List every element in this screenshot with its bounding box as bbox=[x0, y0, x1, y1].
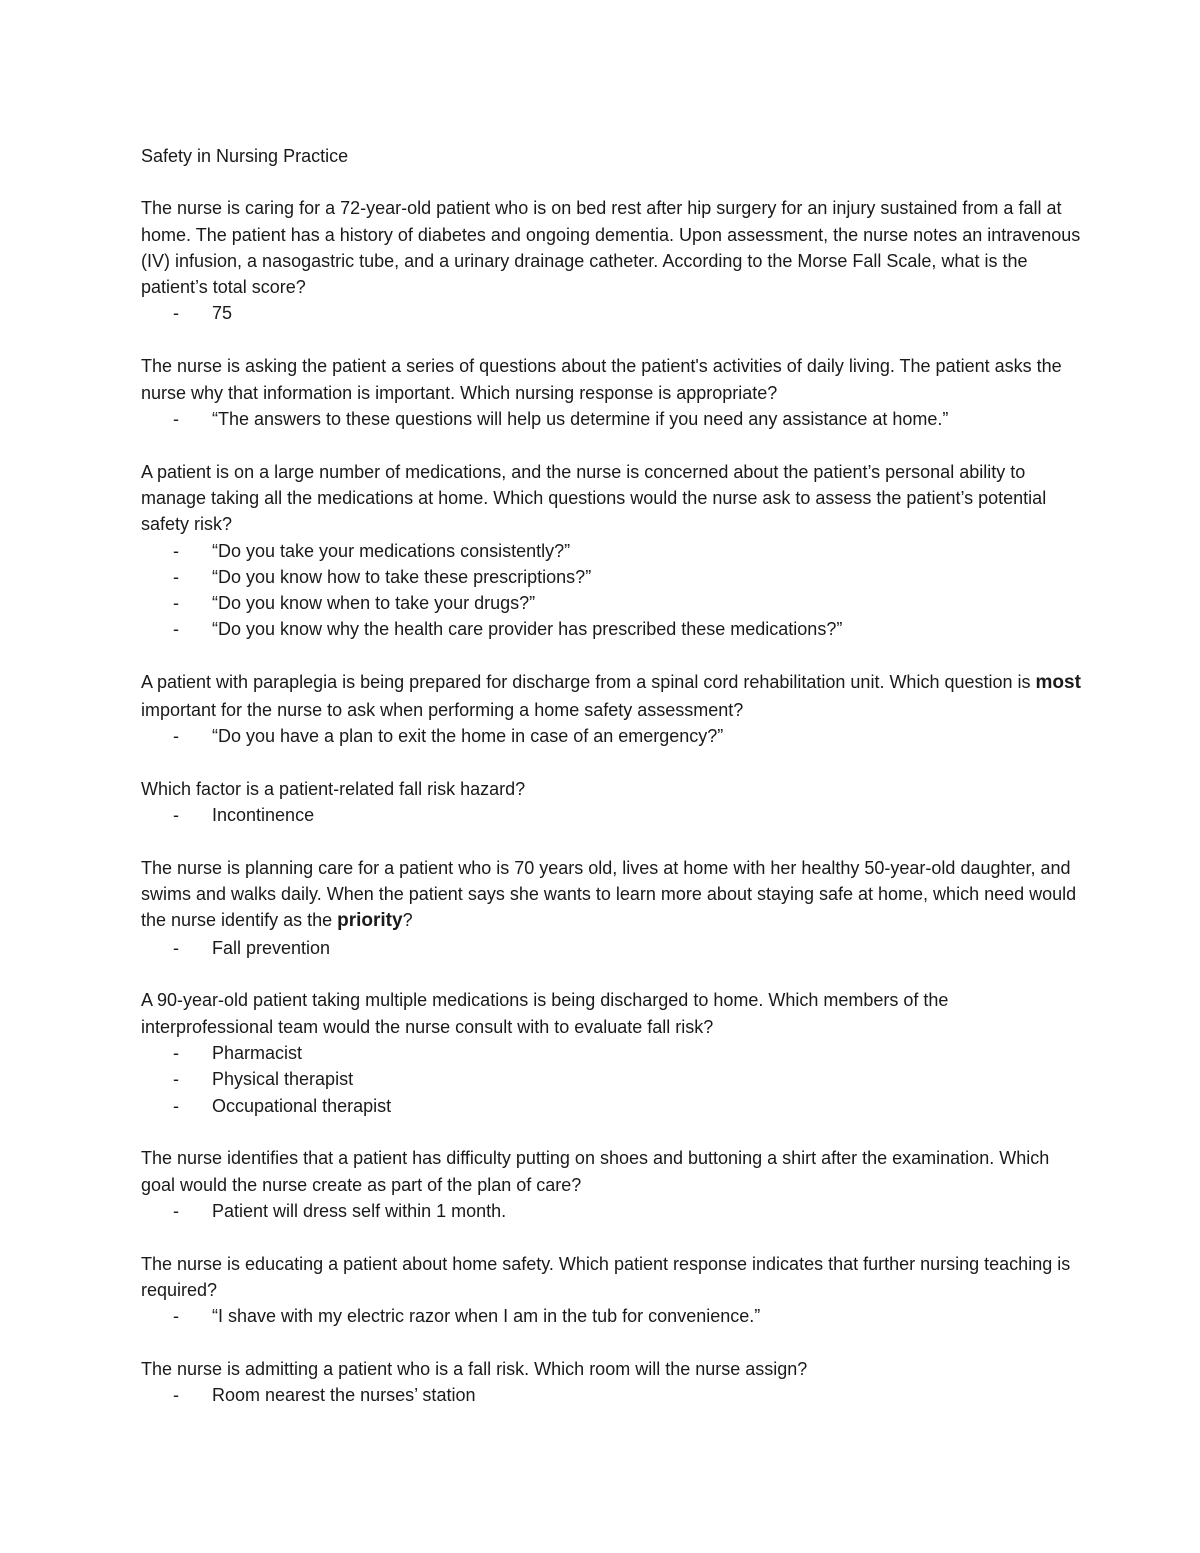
bullet-dash: - bbox=[173, 937, 179, 958]
answer-text: Occupational therapist bbox=[212, 1095, 392, 1116]
question-segment: The nurse is planning care for a patient who is 70 years old, lives at home with her healthy 50-year-old daughter, and swims and walks daily. When the patient says she wants to learn more about staying safe at home, which need would the nurse identify as the bbox=[141, 857, 1077, 931]
answer-list bbox=[141, 1382, 1081, 1408]
question-text bbox=[141, 855, 1081, 935]
bullet-dash: - bbox=[173, 619, 179, 640]
answer-item bbox=[141, 300, 1081, 326]
bullet-dash: - bbox=[173, 408, 179, 429]
answer-item bbox=[141, 1093, 1081, 1119]
answer-list bbox=[141, 1198, 1081, 1224]
answer-item bbox=[141, 935, 1081, 961]
answer-list bbox=[141, 1040, 1081, 1119]
emphasized-word: most bbox=[1035, 672, 1081, 694]
bullet-dash: - bbox=[173, 303, 179, 324]
answer-item bbox=[141, 723, 1081, 749]
answer-text: 75 bbox=[212, 303, 233, 324]
question-segment: The nurse identifies that a patient has difficulty putting on shoes and buttoning a shirt after the examination. Which goal would the nurse create as part of the plan of care? bbox=[141, 1148, 1050, 1195]
bullet-dash: - bbox=[173, 1069, 179, 1090]
answer-item bbox=[141, 590, 1081, 616]
answer-text: Fall prevention bbox=[212, 937, 331, 958]
answer-item bbox=[141, 1040, 1081, 1066]
question-segment: A patient is on a large number of medications, and the nurse is concerned about the patient’s personal ability to manage taking all the medications at home. Which questions would the nurse ask to assess the patient’s potential safety risk? bbox=[141, 461, 1047, 535]
answer-list bbox=[141, 538, 1081, 643]
question-block bbox=[141, 353, 1081, 432]
bullet-dash: - bbox=[173, 1043, 179, 1064]
bullet-dash: - bbox=[173, 593, 179, 614]
answer-item bbox=[141, 1198, 1081, 1224]
question-block bbox=[141, 1356, 1081, 1409]
answer-text: Pharmacist bbox=[212, 1043, 303, 1064]
bullet-dash: - bbox=[173, 1385, 179, 1406]
question-block bbox=[141, 987, 1081, 1118]
bullet-dash: - bbox=[173, 1306, 179, 1327]
question-text bbox=[141, 669, 1081, 723]
question-text bbox=[141, 1145, 1081, 1198]
answer-text: “Do you know when to take your drugs?” bbox=[212, 593, 536, 614]
answer-text: Patient will dress self within 1 month. bbox=[212, 1201, 507, 1221]
question-segment: A 90-year-old patient taking multiple medications is being discharged to home. Which members of the interprofessional team would the nurse consult with to evaluate fall risk? bbox=[141, 990, 949, 1037]
question-segment: The nurse is educating a patient about home safety. Which patient response indicates that further nursing teaching is required? bbox=[141, 1253, 1071, 1301]
answer-list bbox=[141, 406, 1081, 432]
answer-text: Room nearest the nurses’ station bbox=[212, 1385, 476, 1406]
question-text bbox=[141, 776, 1081, 802]
emphasized-word: priority bbox=[337, 910, 403, 932]
question-segment: The nurse is asking the patient a series of questions about the patient's activities of daily living. The patient asks the nurse why that information is important. Which nursing response is appropriate? bbox=[141, 356, 1062, 403]
answer-text: “The answers to these questions will help us determine if you need any assistance at home.” bbox=[212, 408, 949, 429]
answer-item bbox=[141, 616, 1081, 642]
answer-list bbox=[141, 802, 1081, 828]
answer-item bbox=[141, 1066, 1081, 1092]
bullet-dash: - bbox=[173, 804, 179, 825]
answer-list bbox=[141, 723, 1081, 749]
answer-item bbox=[141, 1382, 1081, 1408]
answer-text: “I shave with my electric razor when I am in the tub for convenience.” bbox=[212, 1306, 761, 1327]
answer-text: “Do you have a plan to exit the home in case of an emergency?” bbox=[212, 725, 724, 746]
answer-list bbox=[141, 935, 1081, 961]
question-text bbox=[141, 353, 1081, 406]
question-block bbox=[141, 1145, 1081, 1224]
question-block bbox=[141, 195, 1081, 326]
question-text bbox=[141, 195, 1081, 300]
answer-text: “Do you know why the health care provider has prescribed these medications?” bbox=[212, 619, 843, 640]
answer-text: “Do you know how to take these prescriptions?” bbox=[212, 566, 592, 587]
question-segment: important for the nurse to ask when performing a home safety assessment? bbox=[141, 699, 744, 720]
question-block bbox=[141, 669, 1081, 749]
answer-list bbox=[141, 300, 1081, 326]
question-segment: ? bbox=[402, 910, 413, 931]
question-text bbox=[141, 987, 1081, 1040]
bullet-dash: - bbox=[173, 725, 179, 746]
document-page bbox=[141, 143, 1081, 1435]
answer-text: “Do you take your medications consistently?” bbox=[212, 540, 571, 561]
answer-item bbox=[141, 538, 1081, 564]
question-block bbox=[141, 459, 1081, 643]
question-text bbox=[141, 1251, 1081, 1304]
question-block bbox=[141, 776, 1081, 829]
question-segment: Which factor is a patient-related fall risk hazard? bbox=[141, 778, 526, 799]
question-segment: A patient with paraplegia is being prepared for discharge from a spinal cord rehabilitation unit. Which question is bbox=[141, 672, 1036, 693]
question-segment: The nurse is admitting a patient who is a fall risk. Which room will the nurse assign? bbox=[141, 1359, 808, 1380]
answer-item bbox=[141, 802, 1081, 828]
answer-item bbox=[141, 564, 1081, 590]
question-segment: The nurse is caring for a 72-year-old patient who is on bed rest after hip surgery for an injury sustained from a fall at home. The patient has a history of diabetes and ongoing dementia. Upon assessment, the nurse notes an intravenous (IV) infusion, a nasogastric tube, and a urinary drainage catheter. According to the Morse Fall Scale, what is the patient’s total score? bbox=[141, 198, 1081, 298]
answer-item bbox=[141, 406, 1081, 432]
question-block bbox=[141, 855, 1081, 961]
document-title: Safety in Nursing Practice bbox=[141, 146, 349, 166]
bullet-dash: - bbox=[173, 1095, 179, 1116]
question-block bbox=[141, 1251, 1081, 1330]
answer-text: Physical therapist bbox=[212, 1069, 354, 1090]
question-text bbox=[141, 1356, 1081, 1382]
answer-text: Incontinence bbox=[212, 804, 315, 825]
question-list bbox=[141, 195, 1081, 1408]
bullet-dash: - bbox=[173, 540, 179, 561]
bullet-dash: - bbox=[173, 566, 179, 587]
answer-item bbox=[141, 1303, 1081, 1329]
answer-list bbox=[141, 1303, 1081, 1329]
question-text bbox=[141, 459, 1081, 538]
bullet-dash: - bbox=[173, 1201, 179, 1221]
